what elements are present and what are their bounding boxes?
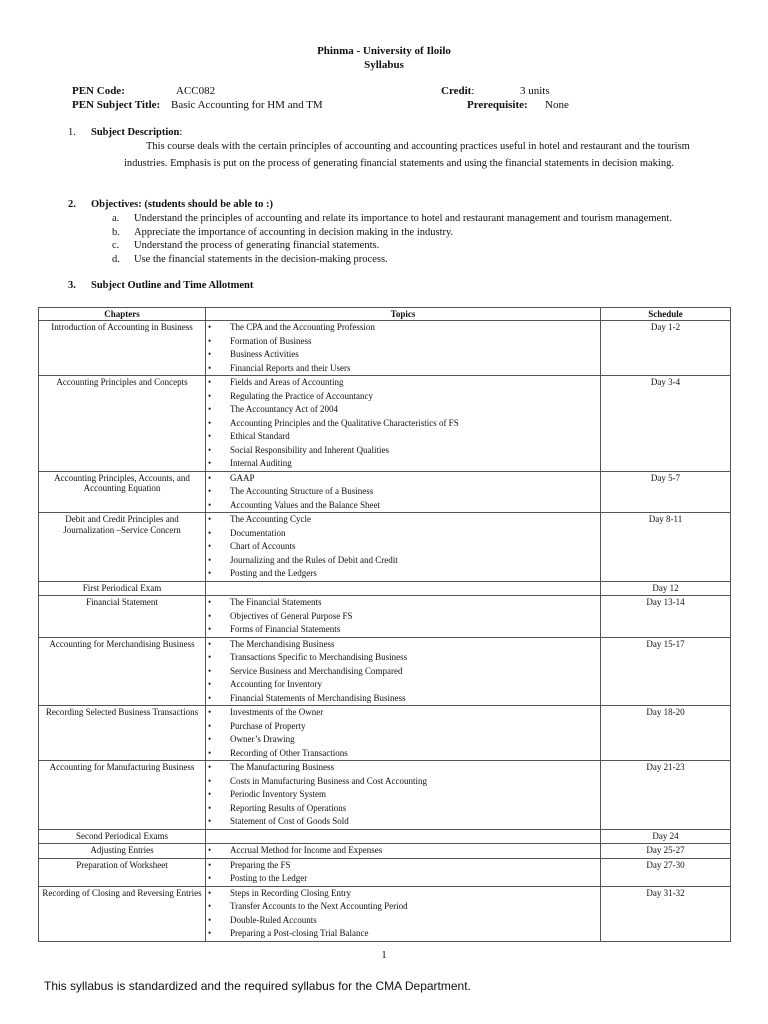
schedule-cell: Day 13-14 [601,596,731,638]
objective-item: c. Understand the process of generating financial statements. [112,240,380,251]
table-row [39,706,731,761]
topic-item: • Statement of Cost of Goods Sold [208,815,598,829]
institution-name: Phinma - University of Iloilo [317,45,451,57]
chapter-cell: Recording Selected Business Transactions [39,706,206,761]
topic-item: • Posting to the Ledger [208,872,598,886]
table-row [39,886,731,941]
section-objectives: 2. Objectives: (students should be able to :) [68,199,274,210]
table-row [39,581,731,596]
chapter-cell: Preparation of Worksheet [39,858,206,886]
topic-item: • Transactions Specific to Merchandising Business [208,651,598,665]
pen-code-label: PEN Code: [72,85,125,97]
topic-item: • Periodic Inventory System [208,788,598,802]
subject-description-text: This course deals with the certain principles of accounting and accounting practices useful in hotel and restaurant and the tourism industries. Emphasis is put on the process of generating financial statements and using the financial statements in decision making. [124,141,690,169]
schedule-cell: Day 15-17 [601,637,731,706]
schedule-cell: Day 31-32 [601,886,731,941]
topic-item: • Regulating the Practice of Accountancy [208,390,598,404]
topic-item: • Journalizing and the Rules of Debit and Credit [208,554,598,568]
pen-code-value: ACC082 [176,85,216,97]
topics-cell [206,761,601,830]
prerequisite-value: None [545,99,569,111]
schedule-cell: Day 3-4 [601,376,731,472]
topic-item: • Objectives of General Purpose FS [208,610,598,624]
topics-list [208,706,598,760]
header-schedule: Schedule [601,308,731,321]
topic-item: • Accounting Values and the Balance Sheet [208,499,598,513]
prerequisite-label: Prerequisite: [467,99,528,111]
table-row [39,858,731,886]
topic-item: • Formation of Business [208,335,598,349]
topic-item: • Preparing the FS [208,859,598,873]
topic-item: • Steps in Recording Closing Entry [208,887,598,901]
topics-list [208,887,598,941]
schedule-cell: Day 27-30 [601,858,731,886]
chapter-cell: Accounting for Merchandising Business [39,637,206,706]
topic-item: • The Accounting Cycle [208,513,598,527]
subject-title-label: PEN Subject Title: [72,99,161,111]
topics-cell [206,321,601,376]
chapter-cell: First Periodical Exam [39,581,206,596]
section-subject-outline: 3. Subject Outline and Time Allotment [68,280,254,291]
header-chapters: Chapters [39,308,206,321]
table-row [39,376,731,472]
topics-cell [206,829,601,844]
topics-cell [206,844,601,859]
topic-item: • Ethical Standard [208,430,598,444]
topic-item: • Chart of Accounts [208,540,598,554]
topics-list [208,859,598,886]
objective-item: a. Understand the principles of accounting and relate its importance to hotel and restaurant management and tourism management. [112,213,672,224]
table-row [39,637,731,706]
objectives-list [112,212,672,266]
topics-cell [206,581,601,596]
table-row [39,761,731,830]
header-topics: Topics [206,308,601,321]
schedule-cell: Day 1-2 [601,321,731,376]
topic-item: • Owner’s Drawing [208,733,598,747]
topics-list [208,472,598,513]
topic-item: • Preparing a Post-closing Trial Balance [208,927,598,941]
topic-item: • Financial Statements of Merchandising Business [208,692,598,706]
table-row [39,471,731,513]
table-row [39,829,731,844]
chapter-cell: Accounting Principles and Concepts [39,376,206,472]
topic-item: • The Accounting Structure of a Business [208,485,598,499]
objective-item: d. Use the financial statements in the decision-making process. [112,253,388,265]
topic-item: • The Manufacturing Business [208,761,598,775]
chapter-cell: Recording of Closing and Reversing Entries [39,886,206,941]
table-row [39,513,731,582]
topics-list [208,596,598,637]
topic-item: • GAAP [208,472,598,486]
topic-item: • Documentation [208,527,598,541]
topics-list [208,761,598,829]
page-number: 1 [381,949,387,961]
topic-item: • Recording of Other Transactions [208,747,598,761]
topic-item: • The Financial Statements [208,596,598,610]
document-title: Syllabus [364,59,404,71]
chapter-cell: Accounting Principles, Accounts, and Accounting Equation [39,471,206,513]
topics-cell [206,513,601,582]
topic-item: • Accrual Method for Income and Expenses [208,844,598,858]
topic-item: • Forms of Financial Statements [208,623,598,637]
topics-cell [206,886,601,941]
schedule-cell: Day 18-20 [601,706,731,761]
topics-list [208,638,598,706]
topic-item: • The Accountancy Act of 2004 [208,403,598,417]
topic-item: • Social Responsibility and Inherent Qualities [208,444,598,458]
topics-list [208,376,598,471]
subject-title-value: Basic Accounting for HM and TM [171,99,323,111]
topic-item: • Reporting Results of Operations [208,802,598,816]
chapter-cell: Debit and Credit Principles and Journalization –Service Concern [39,513,206,582]
credit-value: 3 units [520,85,550,97]
topic-item: • Investments of the Owner [208,706,598,720]
chapter-cell: Adjusting Entries [39,844,206,859]
table-row [39,844,731,859]
schedule-cell: Day 5-7 [601,471,731,513]
schedule-cell: Day 12 [601,581,731,596]
topic-item: • Posting and the Ledgers [208,567,598,581]
schedule-cell: Day 25-27 [601,844,731,859]
topic-item: • Internal Auditing [208,457,598,471]
chapter-cell: Second Periodical Exams [39,829,206,844]
schedule-cell: Day 8-11 [601,513,731,582]
topics-cell [206,858,601,886]
topic-item: • Purchase of Property [208,720,598,734]
chapter-cell: Financial Statement [39,596,206,638]
topic-item: • Business Activities [208,348,598,362]
table-header-row [39,308,731,321]
topics-list [208,844,598,858]
objective-item: b. Appreciate the importance of accounting in decision making in the industry. [112,226,454,238]
outline-table [38,307,731,942]
chapter-cell: Accounting for Manufacturing Business [39,761,206,830]
topics-list [208,321,598,375]
footer-note: This syllabus is standardized and the required syllabus for the CMA Department. [44,979,471,993]
credit-label: Credit: [441,85,475,97]
topic-item: • Financial Reports and their Users [208,362,598,376]
topic-item: • Accounting Principles and the Qualitative Characteristics of FS [208,417,598,431]
topics-cell [206,471,601,513]
topic-item: • Service Business and Merchandising Compared [208,665,598,679]
schedule-cell: Day 24 [601,829,731,844]
topic-item: • Costs in Manufacturing Business and Cost Accounting [208,775,598,789]
topic-item: • The CPA and the Accounting Profession [208,321,598,335]
table-row [39,321,731,376]
section-subject-description: 1. Subject Description: [68,127,183,138]
topics-cell [206,637,601,706]
topics-list [208,513,598,581]
schedule-cell: Day 21-23 [601,761,731,830]
topics-cell [206,596,601,638]
table-row [39,596,731,638]
topic-item: • The Merchandising Business [208,638,598,652]
topic-item: • Accounting for Inventory [208,678,598,692]
chapter-cell: Introduction of Accounting in Business [39,321,206,376]
topic-item: • Fields and Areas of Accounting [208,376,598,390]
topic-item: • Transfer Accounts to the Next Accounting Period [208,900,598,914]
topics-cell [206,376,601,472]
topic-item: • Double-Ruled Accounts [208,914,598,928]
topics-cell [206,706,601,761]
